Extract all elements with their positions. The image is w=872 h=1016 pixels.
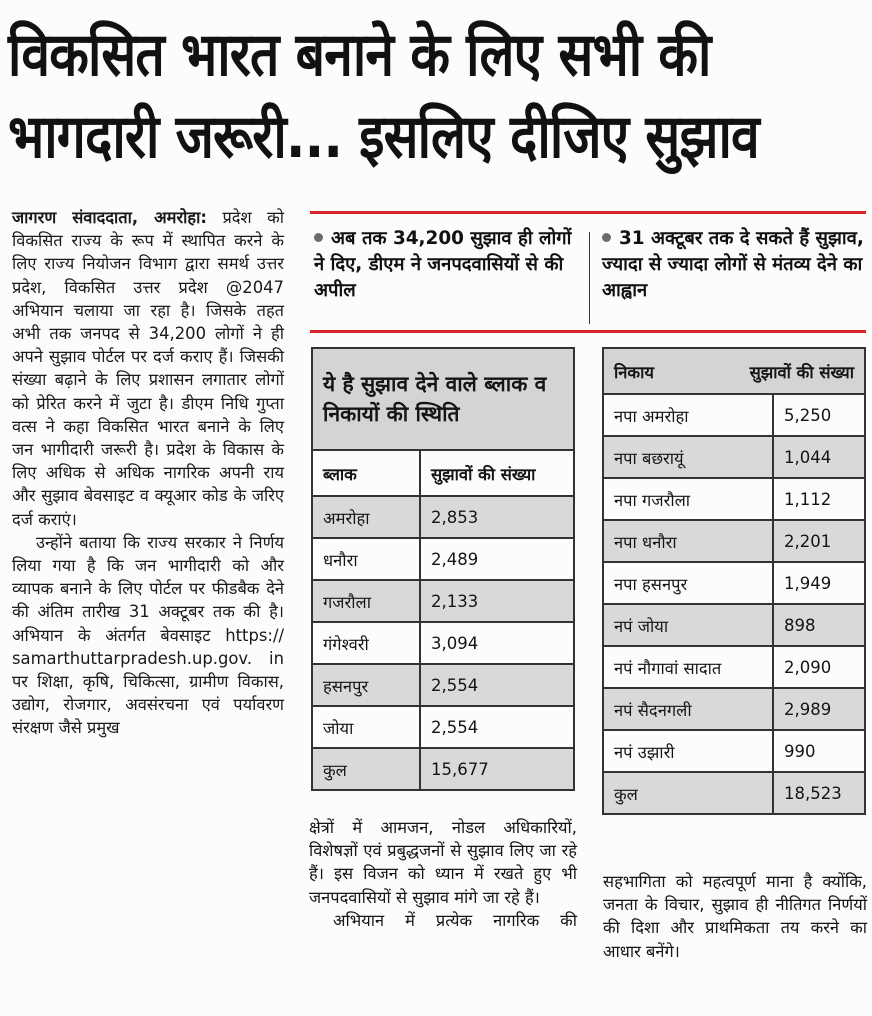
nikay-count: 2,090 — [773, 646, 865, 688]
nikay-count: 1,949 — [773, 562, 865, 604]
table-row — [312, 538, 574, 580]
block-table — [311, 347, 575, 791]
nikay-table-header-name: निकाय — [614, 362, 654, 382]
article-right-column — [603, 870, 867, 963]
nikay-name: नपा बछरायूं — [603, 436, 773, 478]
block-total-label: कुल — [312, 748, 420, 790]
table-row — [603, 562, 865, 604]
table-row — [603, 394, 865, 436]
nikay-count: 2,201 — [773, 520, 865, 562]
block-count: 2,489 — [420, 538, 574, 580]
highlight-divider — [589, 232, 590, 324]
table-row — [312, 706, 574, 748]
headline-line-2: भागदारी जरूरी... इसलिए दीजिए सुझाव — [8, 102, 759, 172]
red-rule-top — [310, 211, 866, 214]
bullet-icon — [602, 233, 611, 242]
nikay-name: नपा हसनपुर — [603, 562, 773, 604]
block-name: अमरोहा — [312, 496, 420, 538]
table-row — [603, 436, 865, 478]
block-count: 2,554 — [420, 664, 574, 706]
nikay-count: 2,989 — [773, 688, 865, 730]
block-count: 2,133 — [420, 580, 574, 622]
table-row — [603, 688, 865, 730]
headline-line-1: विकसित भारत बनाने के लिए सभी की — [8, 20, 711, 90]
block-total-count: 15,677 — [420, 748, 574, 790]
red-rule-bottom — [310, 330, 866, 333]
headline — [8, 14, 759, 178]
table-row — [312, 622, 574, 664]
block-name: धनौरा — [312, 538, 420, 580]
nikay-name: नपं नौगावां सादात — [603, 646, 773, 688]
block-name: जोया — [312, 706, 420, 748]
block-name: गंगेश्वरी — [312, 622, 420, 664]
nikay-name: नपा धनौरा — [603, 520, 773, 562]
block-table-title: ये है सुझाव देने वाले ब्लाक व निकायों की स्थिति — [312, 348, 574, 450]
table-row-total — [312, 748, 574, 790]
nikay-count: 5,250 — [773, 394, 865, 436]
nikay-total-label: कुल — [603, 772, 773, 814]
table-row — [603, 604, 865, 646]
block-count: 2,853 — [420, 496, 574, 538]
table-row — [312, 580, 574, 622]
article-middle-paragraph-2: अभियान में प्रत्येक नागरिक की — [333, 910, 577, 930]
nikay-table — [602, 347, 866, 815]
table-row — [603, 646, 865, 688]
highlight-1-text: अब तक 34,200 सुझाव ही लोगों ने दिए, डीएम ने जनपदवासियों से की अपील — [314, 228, 572, 301]
article-middle-paragraph-1: क्षेत्रों में आमजन, नोडल अधिकारियों, विशेषज्ञों एवं प्रबुद्धजनों से सुझाव लिए जा रहे हैं। इस विजन को ध्यान में रखते हुए भी जनपदवासियों से सुझाव मांगे जा रहे हैं। — [309, 818, 577, 907]
highlight-2 — [602, 226, 864, 304]
block-name: गजरौला — [312, 580, 420, 622]
article-left-column — [12, 206, 284, 740]
article-paragraph-1-text: प्रदेश को विकसित राज्य के रूप में स्थापित करने के लिए राज्य नियोजन विभाग द्वारा समर्थ उत्तर प्रदेश, विकसित उत्तर प्रदेश @2047 अभियान चलाया जा रहा है। जिसके तहत अभी तक जनपद से 34,200 लोगों ने ही अपने सुझाव पोर्टल पर दर्ज कराए हैं। जिसकी संख्या बढ़ाने के लिए प्रशासन लगातार लोगों को प्रेरित करने में जुटा है। डीएम निधि गुप्ता वत्स ने कहा विकसित भारत बनाने के लिए जन भागीदारी जरूरी है। प्रदेश के विकास के लिए अधिक से अधिक नागरिक अपनी राय और सुझाव बेवसाइट व क्यूआर कोड के जरिए दर्ज कराएं। — [12, 208, 284, 529]
highlights-box — [310, 226, 866, 324]
block-count: 2,554 — [420, 706, 574, 748]
nikay-name: नपा अमरोहा — [603, 394, 773, 436]
table-row — [312, 664, 574, 706]
table-row — [603, 478, 865, 520]
nikay-name: नपं सैदनगली — [603, 688, 773, 730]
article-paragraph-2: उन्होंने बताया कि राज्य सरकार ने निर्णय लिया गया है कि जन भागीदारी को और व्यापक बनाने के लिए पोर्टल पर फीडबैक देने की अंतिम तारीख 31 अक्टूबर तक की है। अभियान के अंतर्गत बेवसाइट https:// samarthuttarpradesh.up.gov. in पर शिक्षा, कृषि, चिकित्सा, ग्रामीण विकास, उद्योग, रोजगार, अवसंरचना एवं पर्यावरण संरक्षण जैसे प्रमुख — [12, 532, 284, 738]
highlight-2-text: 31 अक्टूबर तक दे सकते हैं सुझाव, ज्यादा से ज्यादा लोगों से मंतव्य देने का आह्वान — [602, 228, 864, 301]
nikay-count: 1,112 — [773, 478, 865, 520]
article-middle-column — [309, 816, 577, 932]
table-row — [312, 496, 574, 538]
block-name: हसनपुर — [312, 664, 420, 706]
nikay-count: 1,044 — [773, 436, 865, 478]
highlight-1 — [314, 226, 572, 304]
nikay-table-header — [603, 348, 865, 394]
nikay-count: 990 — [773, 730, 865, 772]
nikay-name: नपा गजरौला — [603, 478, 773, 520]
block-count: 3,094 — [420, 622, 574, 664]
nikay-name: नपं उझारी — [603, 730, 773, 772]
table-row — [603, 520, 865, 562]
bullet-icon — [314, 233, 323, 242]
block-table-header-count: सुझावों की संख्या — [420, 450, 574, 496]
block-table-header-name: ब्लाक — [312, 450, 420, 496]
nikay-total-count: 18,523 — [773, 772, 865, 814]
byline: जागरण संवाददाता, अमरोहा: — [12, 208, 207, 227]
table-row — [603, 730, 865, 772]
nikay-table-header-count: सुझावों की संख्या — [749, 362, 854, 382]
nikay-count: 898 — [773, 604, 865, 646]
nikay-name: नपं जोया — [603, 604, 773, 646]
article-paragraph-1 — [12, 206, 284, 531]
table-row-total — [603, 772, 865, 814]
article-right-paragraph: सहभागिता को महत्वपूर्ण माना है क्योंकि, जनता के विचार, सुझाव ही नीतिगत निर्णयों की दिशा और प्राथमिकता तय करने का आधार बनेंगे। — [603, 872, 867, 961]
